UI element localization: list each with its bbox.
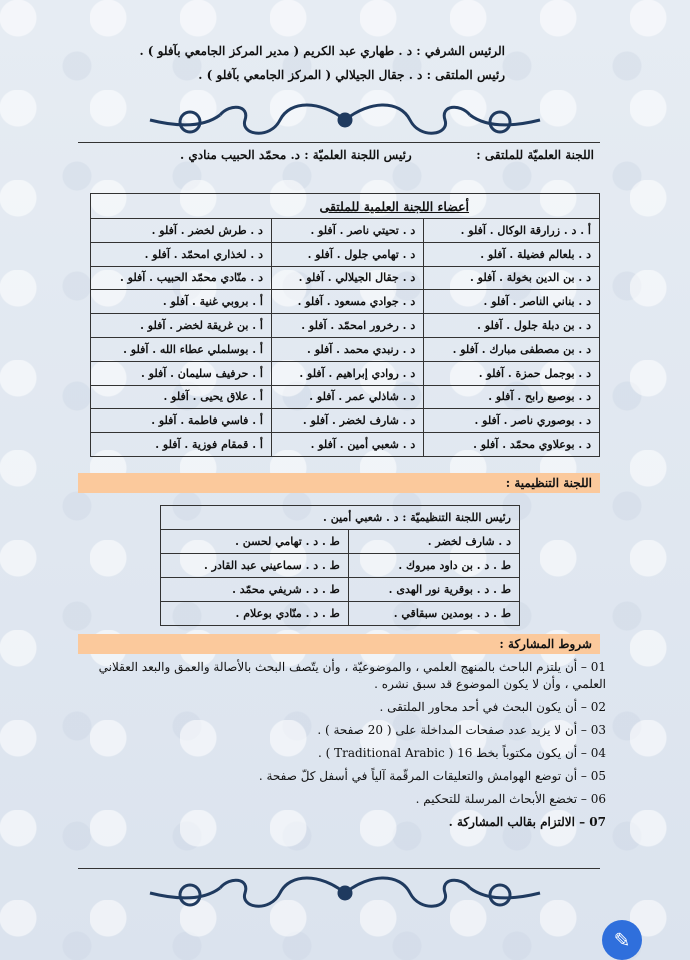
table-row	[161, 554, 520, 578]
condition-item: 07 – الالتزام بقالب المشاركة .	[448, 815, 606, 829]
table-row	[91, 219, 600, 243]
member-cell: د . شاذلي عمر . آفلو .	[271, 385, 423, 409]
organizing-committee-bar: اللجنة التنظيمية :	[78, 473, 600, 493]
member-cell: د . تحيتي ناصر . آفلو .	[271, 219, 423, 243]
conference-chair: رئيس الملتقى : د . جقال الجيلالي ( المركز الجامعي بآفلو ) .	[198, 68, 505, 82]
member-cell: أ . بوسلملي عطاء الله . آفلو .	[91, 337, 272, 361]
member-cell: أ . د . زرارقة الوكال . آفلو .	[424, 219, 600, 243]
member-cell: د . لخذاري امحمّد . آفلو .	[91, 242, 272, 266]
member-cell: د . بن الدين بخولة . آفلو .	[424, 266, 600, 290]
member-cell: د . منّادي محمّد الحبيب . آفلو .	[91, 266, 272, 290]
honorary-chair: الرئيس الشرفي : د . طهاري عبد الكريم ( مدير المركز الجامعي بآفلو ) .	[139, 44, 505, 58]
member-cell: د . تهامي جلول . آفلو .	[271, 242, 423, 266]
condition-item: 01 – أن يلتزم الباحث بالمنهج العلمي ، والموضوعيّة ، وأن يتّصف البحث بالأصالة والعمق والبعد العقلاني العلمي ، وأن لا يكون الموضوع قد سبق نشره .	[98, 660, 606, 691]
committee-chair: رئيس اللجنة العلميّة : د. محمّد الحبيب منادي .	[180, 148, 412, 162]
member-cell: د . بلعالم فضيلة . آفلو .	[424, 242, 600, 266]
condition-item: 03 – أن لا يزيد عدد صفحات المداخلة على ( 20 صفحة ) .	[317, 723, 606, 737]
member-cell: د . بوجمل حمزة . آفلو .	[424, 361, 600, 385]
table-row	[161, 578, 520, 602]
bottom-ornament-icon	[130, 868, 560, 918]
organizer-cell: ط . د . سماعيني عبد القادر .	[161, 554, 349, 578]
member-cell: د . بوصوري ناصر . آفلو .	[424, 409, 600, 433]
member-cell: د . بن دبلة جلول . آفلو .	[424, 314, 600, 338]
organizer-cell: ط . د . شريفي محمّد .	[161, 578, 349, 602]
organizing-committee-table	[160, 505, 520, 626]
table-row	[91, 337, 600, 361]
organizer-cell: ط . د . منّادي بوعلام .	[161, 602, 349, 626]
table-row	[91, 314, 600, 338]
condition-item: 02 – أن يكون البحث في أحد محاور الملتقى .	[379, 700, 606, 714]
member-cell: أ . قمقام فوزية . آفلو .	[91, 433, 272, 457]
table-row	[91, 266, 600, 290]
organizer-cell: ط . د . بومدين سبقاقي .	[348, 602, 519, 626]
member-cell: أ . علاق يحيى . آفلو .	[91, 385, 272, 409]
table-row	[161, 530, 520, 554]
member-cell: د . شارف لخضر . آفلو .	[271, 409, 423, 433]
member-cell: د . بناني الناصر . آفلو .	[424, 290, 600, 314]
conditions-list	[78, 659, 606, 837]
committee-row	[180, 148, 594, 162]
member-cell: أ . بروبي غنية . آفلو .	[91, 290, 272, 314]
table-row	[161, 602, 520, 626]
member-cell: د . رنبدي محمد . آفلو .	[271, 337, 423, 361]
table-row	[91, 433, 600, 457]
condition-item: 04 – أن يكون مكتوباً بخط 16 ( Traditional Arabic ) .	[318, 746, 606, 760]
pencil-icon[interactable]: ✎	[602, 920, 642, 960]
committee-label: اللجنة العلميّة للملتقى :	[476, 148, 594, 162]
condition-item: 06 – تخضع الأبحاث المرسلة للتحكيم .	[415, 792, 606, 806]
top-ornament-icon	[130, 95, 560, 145]
member-cell: د . بوعلاوي محمّد . آفلو .	[424, 433, 600, 457]
scientific-table-title: أعضاء اللجنة العلمية للملتقى	[91, 194, 600, 219]
member-cell: د . بن مصطفى مبارك . آفلو .	[424, 337, 600, 361]
table-row	[91, 409, 600, 433]
member-cell: د . طرش لخضر . آفلو .	[91, 219, 272, 243]
member-cell: أ . حرفيف سليمان . آفلو .	[91, 361, 272, 385]
organizer-cell: ط . د . تهامي لحسن .	[161, 530, 349, 554]
member-cell: د . جوادي مسعود . آفلو .	[271, 290, 423, 314]
condition-item: 05 – أن توضع الهوامش والتعليقات المرقّمة آلياً في أسفل كلّ صفحة .	[258, 769, 606, 783]
organizer-cell: ط . د . بوقرية نور الهدى .	[348, 578, 519, 602]
member-cell: د . بوصبع رابح . آفلو .	[424, 385, 600, 409]
table-row	[91, 361, 600, 385]
member-cell: د . رخرور امحمّد . آفلو .	[271, 314, 423, 338]
organizer-cell: د . شارف لخضر .	[348, 530, 519, 554]
table-row	[91, 242, 600, 266]
member-cell: أ . فاسي فاطمة . آفلو .	[91, 409, 272, 433]
table-row	[91, 385, 600, 409]
member-cell: د . شعبي أمين . آفلو .	[271, 433, 423, 457]
scientific-committee-table	[90, 193, 600, 457]
member-cell: د . روادي إبراهيم . آفلو .	[271, 361, 423, 385]
organizing-head: رئيس اللجنة التنظيميّة : د . شعبي أمين .	[161, 506, 520, 530]
table-row	[91, 290, 600, 314]
conditions-bar: شروط المشاركة :	[78, 634, 600, 654]
member-cell: أ . بن غريقة لخضر . آفلو .	[91, 314, 272, 338]
member-cell: د . جقال الجيلالي . آفلو .	[271, 266, 423, 290]
header-divider	[78, 142, 600, 143]
organizer-cell: ط . د . بن داود مبروك .	[348, 554, 519, 578]
